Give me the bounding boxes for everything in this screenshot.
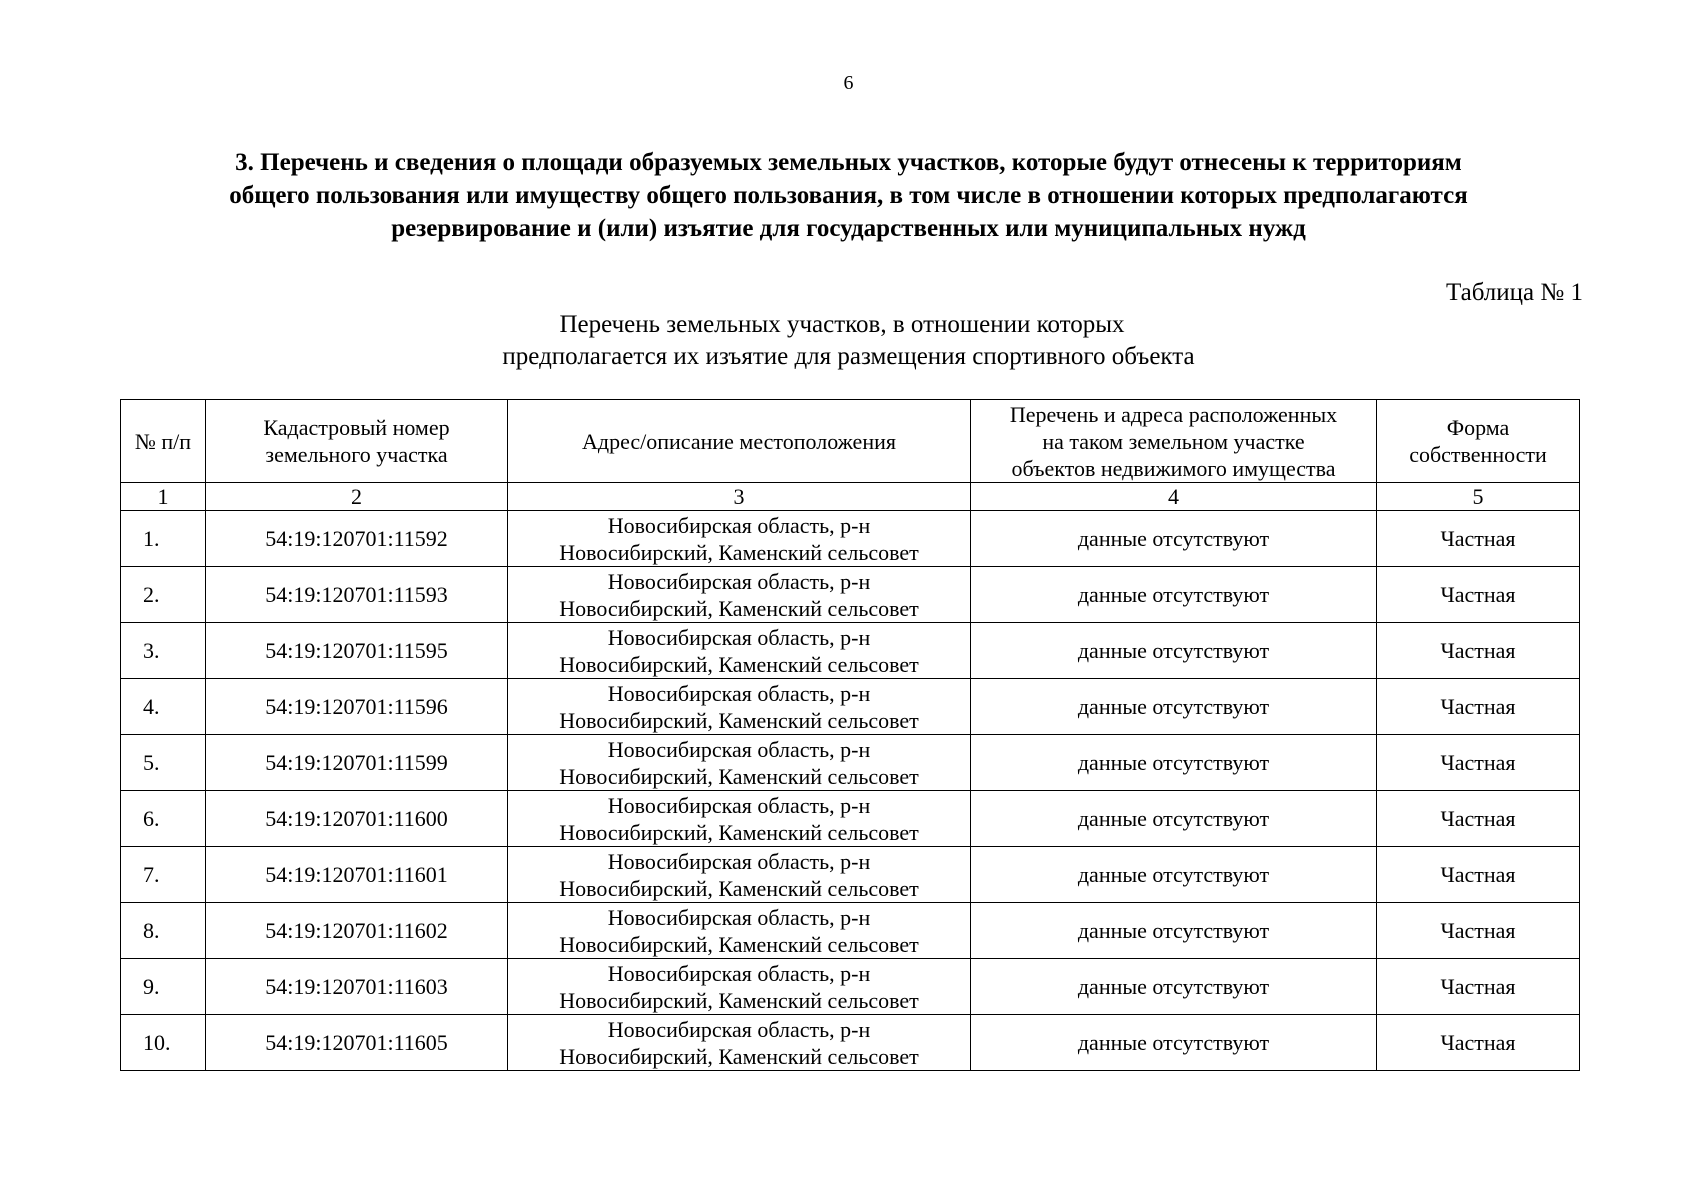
table-header-row bbox=[121, 400, 1580, 483]
header-cell-objects bbox=[971, 400, 1377, 483]
address-line: Новосибирская область, р-н bbox=[607, 624, 871, 650]
header-text: № п/п bbox=[134, 428, 192, 454]
header-text: Перечень и адреса расположенных bbox=[1009, 401, 1338, 427]
address-cell bbox=[508, 1015, 971, 1071]
row-number: 3. bbox=[121, 623, 206, 679]
address-line: Новосибирский, Каменский сельсовет bbox=[559, 987, 919, 1013]
objects-cell: данные отсутствуют bbox=[971, 959, 1377, 1015]
table-caption-line: Перечень земельных участков, в отношении которых bbox=[559, 311, 1125, 338]
row-number: 10. bbox=[121, 1015, 206, 1071]
cadastral-number: 54:19:120701:11599 bbox=[206, 735, 508, 791]
address-line: Новосибирский, Каменский сельсовет bbox=[559, 595, 919, 621]
address-cell bbox=[508, 791, 971, 847]
ownership-cell: Частная bbox=[1377, 847, 1580, 903]
address-line: Новосибирский, Каменский сельсовет bbox=[559, 819, 919, 845]
address-cell bbox=[508, 679, 971, 735]
ownership-cell: Частная bbox=[1377, 1015, 1580, 1071]
address-cell bbox=[508, 847, 971, 903]
column-index: 2 bbox=[206, 483, 508, 511]
address-line: Новосибирский, Каменский сельсовет bbox=[559, 875, 919, 901]
address-line: Новосибирский, Каменский сельсовет bbox=[559, 707, 919, 733]
table-row bbox=[121, 623, 1580, 679]
address-line: Новосибирская область, р-н bbox=[607, 512, 871, 538]
header-text: собственности bbox=[1409, 442, 1547, 467]
header-text: Адрес/описание местоположения bbox=[581, 428, 896, 454]
objects-cell: данные отсутствуют bbox=[971, 847, 1377, 903]
address-line: Новосибирский, Каменский сельсовет bbox=[559, 931, 919, 957]
objects-cell: данные отсутствуют bbox=[971, 735, 1377, 791]
row-number: 6. bbox=[121, 791, 206, 847]
cadastral-number: 54:19:120701:11592 bbox=[206, 511, 508, 567]
land-plots-table bbox=[120, 399, 1580, 1071]
header-text: объектов недвижимого имущества bbox=[1011, 455, 1336, 481]
address-line: Новосибирская область, р-н bbox=[607, 960, 871, 986]
table-caption-line: предполагается их изъятие для размещения спортивного объекта bbox=[502, 343, 1195, 370]
objects-cell: данные отсутствуют bbox=[971, 791, 1377, 847]
ownership-cell: Частная bbox=[1377, 623, 1580, 679]
header-cell-address bbox=[508, 400, 971, 483]
objects-cell: данные отсутствуют bbox=[971, 679, 1377, 735]
cadastral-number: 54:19:120701:11603 bbox=[206, 959, 508, 1015]
address-line: Новосибирская область, р-н bbox=[607, 904, 871, 930]
address-line: Новосибирский, Каменский сельсовет bbox=[559, 763, 919, 789]
table-number: Таблица № 1 bbox=[1445, 279, 1583, 306]
address-cell bbox=[508, 959, 971, 1015]
cadastral-number: 54:19:120701:11600 bbox=[206, 791, 508, 847]
header-cell-number bbox=[121, 400, 206, 483]
section-title-line: резервирование и (или) изъятие для государственных или муниципальных нужд bbox=[391, 215, 1306, 242]
column-index-row bbox=[121, 483, 1580, 511]
header-cell-ownership bbox=[1377, 400, 1580, 483]
column-index: 5 bbox=[1377, 483, 1580, 511]
address-line: Новосибирская область, р-н bbox=[607, 848, 871, 874]
address-line: Новосибирская область, р-н bbox=[607, 680, 871, 706]
ownership-cell: Частная bbox=[1377, 679, 1580, 735]
row-number: 1. bbox=[121, 511, 206, 567]
address-cell bbox=[508, 567, 971, 623]
section-title-line: 3. Перечень и сведения о площади образуемых земельных участков, которые будут отнесены к территориям bbox=[235, 149, 1462, 176]
cadastral-number: 54:19:120701:11601 bbox=[206, 847, 508, 903]
header-text: на таком земельном участке bbox=[1042, 428, 1305, 454]
header-cell-cadastral bbox=[206, 400, 508, 483]
section-title bbox=[120, 146, 1577, 245]
row-number: 4. bbox=[121, 679, 206, 735]
address-line: Новосибирская область, р-н bbox=[607, 1016, 871, 1042]
header-text: Форма bbox=[1446, 415, 1510, 440]
column-index: 3 bbox=[508, 483, 971, 511]
section-title-line: общего пользования или имуществу общего пользования, в том числе в отношении которых предполагаются bbox=[229, 182, 1468, 209]
column-index: 1 bbox=[121, 483, 206, 511]
address-line: Новосибирская область, р-н bbox=[607, 568, 871, 594]
table-row bbox=[121, 511, 1580, 567]
row-number: 8. bbox=[121, 903, 206, 959]
cadastral-number: 54:19:120701:11595 bbox=[206, 623, 508, 679]
address-cell bbox=[508, 511, 971, 567]
table-row bbox=[121, 735, 1580, 791]
table-row bbox=[121, 679, 1580, 735]
header-text: земельного участка bbox=[265, 442, 448, 467]
row-number: 2. bbox=[121, 567, 206, 623]
address-line: Новосибирская область, р-н bbox=[607, 736, 871, 762]
ownership-cell: Частная bbox=[1377, 791, 1580, 847]
table-row bbox=[121, 959, 1580, 1015]
column-index: 4 bbox=[971, 483, 1377, 511]
table-row bbox=[121, 903, 1580, 959]
address-cell bbox=[508, 735, 971, 791]
table-caption bbox=[0, 309, 1697, 373]
ownership-cell: Частная bbox=[1377, 511, 1580, 567]
page-number: 6 bbox=[843, 72, 854, 94]
objects-cell: данные отсутствуют bbox=[971, 623, 1377, 679]
objects-cell: данные отсутствуют bbox=[971, 511, 1377, 567]
ownership-cell: Частная bbox=[1377, 959, 1580, 1015]
address-line: Новосибирский, Каменский сельсовет bbox=[559, 651, 919, 677]
cadastral-number: 54:19:120701:11596 bbox=[206, 679, 508, 735]
row-number: 9. bbox=[121, 959, 206, 1015]
table-row bbox=[121, 847, 1580, 903]
cadastral-number: 54:19:120701:11605 bbox=[206, 1015, 508, 1071]
table-row bbox=[121, 791, 1580, 847]
row-number: 7. bbox=[121, 847, 206, 903]
cadastral-number: 54:19:120701:11593 bbox=[206, 567, 508, 623]
cadastral-number: 54:19:120701:11602 bbox=[206, 903, 508, 959]
address-cell bbox=[508, 903, 971, 959]
row-number: 5. bbox=[121, 735, 206, 791]
address-line: Новосибирский, Каменский сельсовет bbox=[559, 539, 919, 565]
address-line: Новосибирский, Каменский сельсовет bbox=[559, 1043, 919, 1069]
objects-cell: данные отсутствуют bbox=[971, 1015, 1377, 1071]
header-text: Кадастровый номер bbox=[263, 415, 450, 440]
objects-cell: данные отсутствуют bbox=[971, 903, 1377, 959]
address-cell bbox=[508, 623, 971, 679]
table-row bbox=[121, 567, 1580, 623]
table-row bbox=[121, 1015, 1580, 1071]
ownership-cell: Частная bbox=[1377, 735, 1580, 791]
ownership-cell: Частная bbox=[1377, 903, 1580, 959]
ownership-cell: Частная bbox=[1377, 567, 1580, 623]
objects-cell: данные отсутствуют bbox=[971, 567, 1377, 623]
address-line: Новосибирская область, р-н bbox=[607, 792, 871, 818]
